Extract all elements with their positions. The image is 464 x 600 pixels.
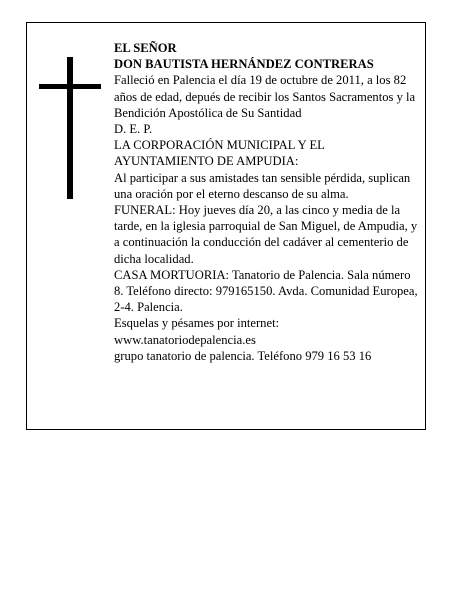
funeral-paragraph: FUNERAL: Hoy jueves día 20, a las cinco y media de la tarde, en la iglesia parroquial de San Miguel, de Ampudia, y a continuación la conducción del cadáver al cementerio de dicha localidad. — [114, 203, 418, 266]
dep-line: D. E. P. — [114, 122, 153, 137]
deceased-name: DON BAUTISTA HERNÁNDEZ CONTRERAS — [114, 57, 374, 72]
website-line: www.tanatoriodepalencia.es — [114, 332, 256, 347]
cross-vertical-bar — [67, 57, 73, 199]
footer-line: grupo tanatorio de palencia. Teléfono 979 16 53 16 — [114, 348, 372, 363]
cross-horizontal-bar — [39, 84, 101, 89]
esquelas-line: Esquelas y pésames por internet: — [114, 316, 280, 331]
corporation-heading: LA CORPORACIÓN MUNICIPAL Y EL AYUNTAMIENTO DE AMPUDIA: — [114, 138, 325, 169]
obituary-notice — [26, 22, 426, 430]
request-paragraph: Al participar a sus amistades tan sensible pérdida, suplican una oración por el eterno descanso de su alma. — [114, 170, 411, 201]
death-paragraph: Falleció en Palencia el día 19 de octubre de 2011, a los 82 años de edad, depués de recibir los Santos Sacramentos y la Bendición Apostólica de Su Santidad — [114, 73, 416, 120]
casa-mortuoria-paragraph: CASA MORTUORIA: Tanatorio de Palencia. Sala número 8. Teléfono directo: 979165150. Avda. Comunidad Europea, 2-4. Palencia. — [114, 267, 418, 315]
header-title: EL SEÑOR — [114, 41, 177, 55]
notice-text — [114, 40, 420, 364]
